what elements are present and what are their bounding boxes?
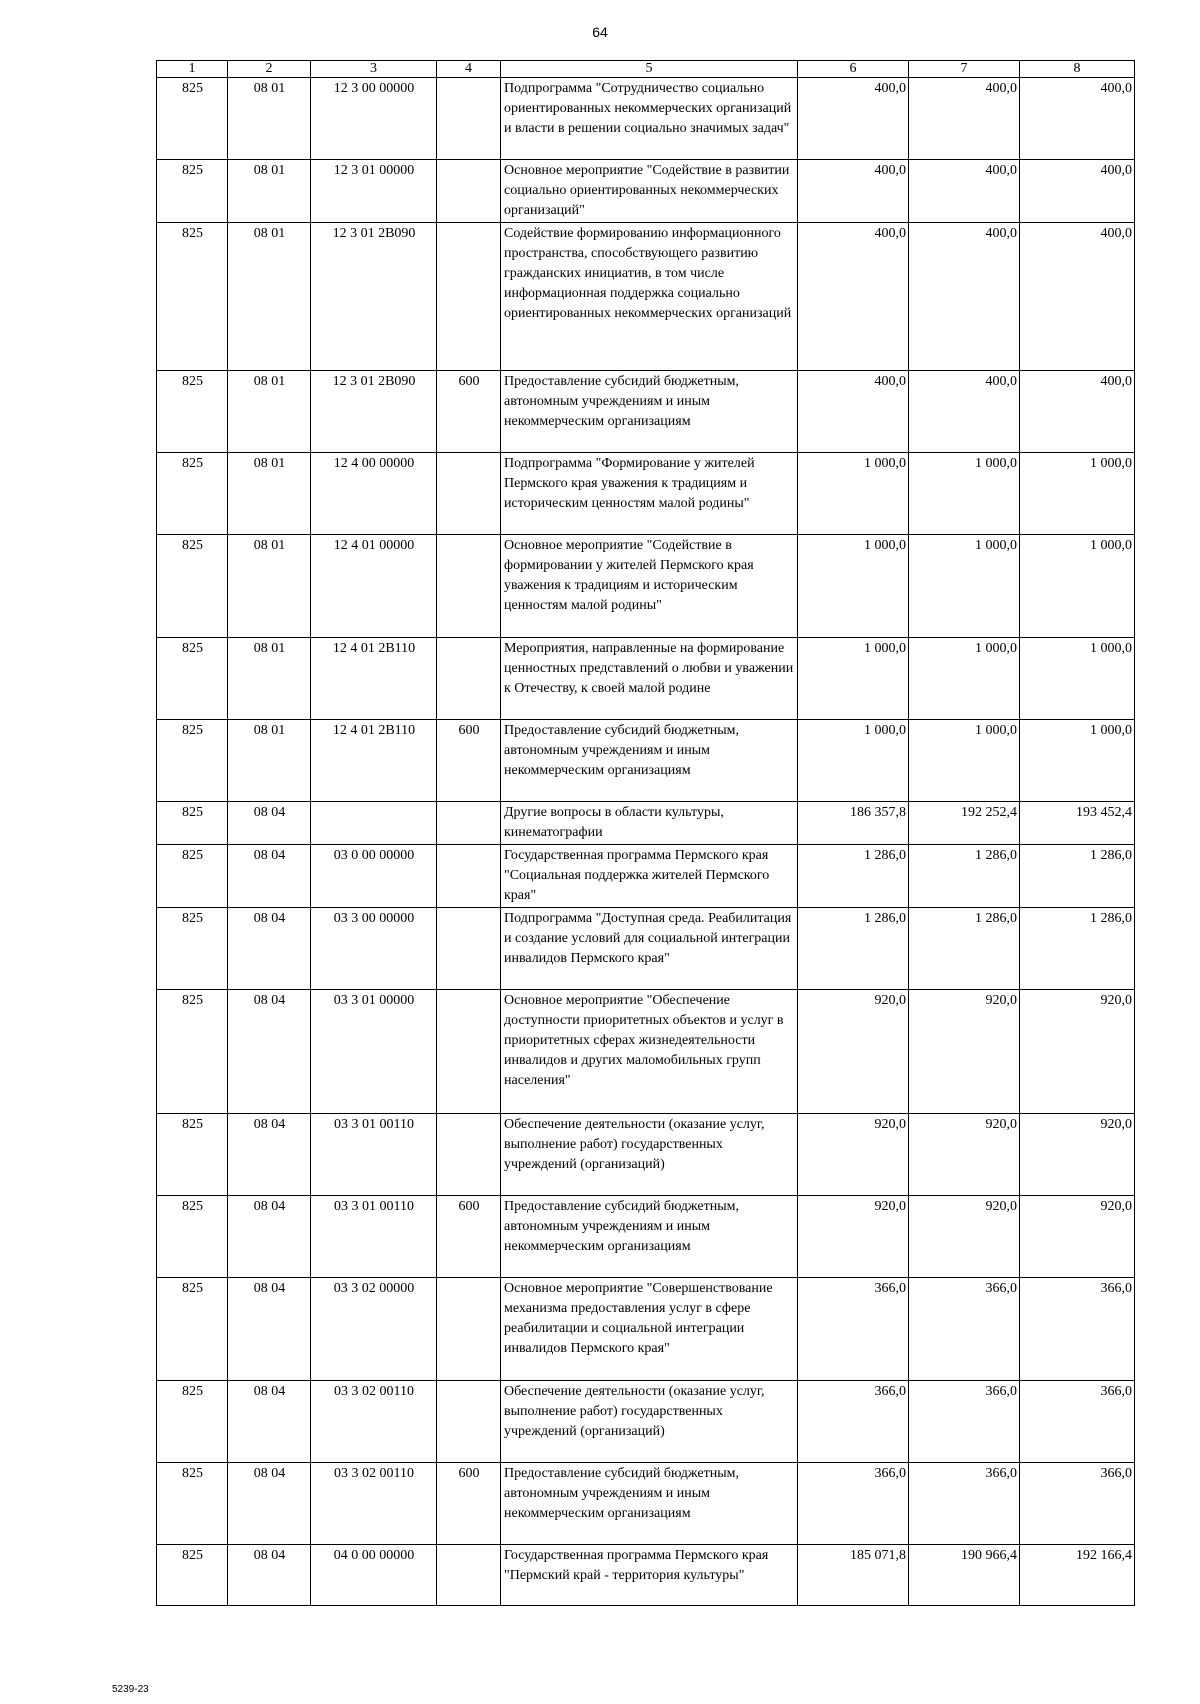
- cell-target-article: 12 4 01 00000: [311, 535, 437, 638]
- budget-table: [156, 60, 1135, 1606]
- cell-amount-year-1: 400,0: [798, 160, 909, 223]
- cell-target-article: 12 4 01 2В110: [311, 720, 437, 802]
- cell-target-article: 12 4 01 2В110: [311, 638, 437, 720]
- table-row: [157, 535, 1135, 638]
- cell-name: Другие вопросы в области культуры, кинематографии: [501, 802, 798, 845]
- cell-amount-year-2: 920,0: [909, 1196, 1020, 1278]
- cell-name: Государственная программа Пермского края "Социальная поддержка жителей Пермского края": [501, 845, 798, 908]
- cell-section-code: 08 04: [228, 1196, 311, 1278]
- table-row: [157, 371, 1135, 453]
- cell-expense-type: [437, 908, 501, 990]
- cell-amount-year-1: 920,0: [798, 990, 909, 1114]
- table-row: [157, 1381, 1135, 1463]
- cell-section-code: 08 01: [228, 535, 311, 638]
- cell-amount-year-1: 1 286,0: [798, 908, 909, 990]
- cell-amount-year-1: 366,0: [798, 1278, 909, 1381]
- cell-amount-year-3: 1 000,0: [1020, 720, 1135, 802]
- cell-section-code: 08 04: [228, 908, 311, 990]
- page-number: 64: [592, 24, 608, 40]
- header-row: [157, 61, 1135, 78]
- cell-admin-code: 825: [157, 453, 228, 535]
- cell-section-code: 08 04: [228, 845, 311, 908]
- cell-admin-code: 825: [157, 908, 228, 990]
- cell-amount-year-2: 190 966,4: [909, 1545, 1020, 1606]
- cell-name: Предоставление субсидий бюджетным, автономным учреждениям и иным некоммерческим организациям: [501, 1463, 798, 1545]
- cell-name: Государственная программа Пермского края "Пермский край - территория культуры": [501, 1545, 798, 1606]
- cell-amount-year-2: 400,0: [909, 371, 1020, 453]
- cell-amount-year-2: 920,0: [909, 1114, 1020, 1196]
- cell-target-article: 03 3 01 00110: [311, 1114, 437, 1196]
- table-body: [157, 78, 1135, 1606]
- cell-amount-year-2: 920,0: [909, 990, 1020, 1114]
- cell-amount-year-1: 1 286,0: [798, 845, 909, 908]
- cell-expense-type: [437, 1381, 501, 1463]
- cell-target-article: 03 3 01 00000: [311, 990, 437, 1114]
- cell-expense-type: [437, 160, 501, 223]
- cell-expense-type: [437, 535, 501, 638]
- cell-amount-year-3: 400,0: [1020, 78, 1135, 160]
- cell-expense-type: 600: [437, 1463, 501, 1545]
- cell-section-code: 08 04: [228, 1114, 311, 1196]
- header-col-6: 6: [798, 61, 909, 78]
- table-row: [157, 908, 1135, 990]
- cell-section-code: 08 01: [228, 160, 311, 223]
- cell-section-code: 08 01: [228, 223, 311, 371]
- cell-section-code: 08 01: [228, 453, 311, 535]
- cell-target-article: 03 3 02 00110: [311, 1463, 437, 1545]
- cell-name: Обеспечение деятельности (оказание услуг, выполнение работ) государственных учреждений (организаций): [501, 1381, 798, 1463]
- cell-amount-year-2: 366,0: [909, 1381, 1020, 1463]
- cell-target-article: 03 3 00 00000: [311, 908, 437, 990]
- cell-name: Основное мероприятие "Обеспечение доступности приоритетных объектов и услуг в приоритетных сферах жизнедеятельности инвалидов и других маломобильных групп населения": [501, 990, 798, 1114]
- cell-name: Мероприятия, направленные на формирование ценностных представлений о любви и уважении к Отечеству, к своей малой родине: [501, 638, 798, 720]
- cell-admin-code: 825: [157, 1463, 228, 1545]
- cell-expense-type: [437, 453, 501, 535]
- cell-section-code: 08 01: [228, 371, 311, 453]
- cell-admin-code: 825: [157, 371, 228, 453]
- table-header: [157, 61, 1135, 78]
- cell-amount-year-1: 1 000,0: [798, 720, 909, 802]
- cell-expense-type: [437, 638, 501, 720]
- table-row: [157, 638, 1135, 720]
- cell-expense-type: 600: [437, 720, 501, 802]
- cell-admin-code: 825: [157, 78, 228, 160]
- cell-amount-year-3: 1 000,0: [1020, 535, 1135, 638]
- cell-amount-year-3: 366,0: [1020, 1278, 1135, 1381]
- cell-expense-type: [437, 1545, 501, 1606]
- cell-name: Предоставление субсидий бюджетным, автономным учреждениям и иным некоммерческим организациям: [501, 371, 798, 453]
- cell-expense-type: [437, 802, 501, 845]
- cell-amount-year-1: 185 071,8: [798, 1545, 909, 1606]
- cell-admin-code: 825: [157, 160, 228, 223]
- cell-target-article: 12 4 00 00000: [311, 453, 437, 535]
- cell-amount-year-1: 366,0: [798, 1463, 909, 1545]
- cell-amount-year-3: 366,0: [1020, 1463, 1135, 1545]
- cell-name: Предоставление субсидий бюджетным, автономным учреждениям и иным некоммерческим организациям: [501, 1196, 798, 1278]
- cell-section-code: 08 01: [228, 720, 311, 802]
- cell-amount-year-1: 400,0: [798, 371, 909, 453]
- cell-amount-year-3: 400,0: [1020, 371, 1135, 453]
- table-row: [157, 845, 1135, 908]
- header-col-4: 4: [437, 61, 501, 78]
- cell-amount-year-2: 1 000,0: [909, 453, 1020, 535]
- header-col-1: 1: [157, 61, 228, 78]
- cell-admin-code: 825: [157, 990, 228, 1114]
- cell-amount-year-3: 920,0: [1020, 1196, 1135, 1278]
- cell-expense-type: [437, 78, 501, 160]
- cell-amount-year-1: 1 000,0: [798, 453, 909, 535]
- cell-expense-type: 600: [437, 1196, 501, 1278]
- cell-expense-type: 600: [437, 371, 501, 453]
- cell-amount-year-2: 1 286,0: [909, 845, 1020, 908]
- cell-section-code: 08 04: [228, 802, 311, 845]
- cell-target-article: 03 3 02 00000: [311, 1278, 437, 1381]
- cell-amount-year-1: 186 357,8: [798, 802, 909, 845]
- cell-admin-code: 825: [157, 1114, 228, 1196]
- cell-expense-type: [437, 223, 501, 371]
- cell-amount-year-3: 400,0: [1020, 223, 1135, 371]
- cell-amount-year-1: 1 000,0: [798, 638, 909, 720]
- cell-amount-year-3: 1 286,0: [1020, 908, 1135, 990]
- cell-amount-year-2: 400,0: [909, 160, 1020, 223]
- cell-amount-year-1: 400,0: [798, 223, 909, 371]
- cell-admin-code: 825: [157, 1278, 228, 1381]
- table-row: [157, 802, 1135, 845]
- table-row: [157, 990, 1135, 1114]
- cell-amount-year-3: 1 000,0: [1020, 453, 1135, 535]
- cell-section-code: 08 01: [228, 638, 311, 720]
- cell-target-article: 04 0 00 00000: [311, 1545, 437, 1606]
- cell-section-code: 08 04: [228, 1381, 311, 1463]
- cell-admin-code: 825: [157, 223, 228, 371]
- header-col-5: 5: [501, 61, 798, 78]
- cell-section-code: 08 04: [228, 990, 311, 1114]
- cell-amount-year-3: 192 166,4: [1020, 1545, 1135, 1606]
- cell-target-article: 03 3 01 00110: [311, 1196, 437, 1278]
- cell-amount-year-2: 192 252,4: [909, 802, 1020, 845]
- cell-amount-year-3: 920,0: [1020, 1114, 1135, 1196]
- cell-admin-code: 825: [157, 845, 228, 908]
- header-col-3: 3: [311, 61, 437, 78]
- table-row: [157, 160, 1135, 223]
- cell-target-article: 12 3 01 00000: [311, 160, 437, 223]
- table-row: [157, 1196, 1135, 1278]
- cell-admin-code: 825: [157, 720, 228, 802]
- cell-amount-year-2: 366,0: [909, 1463, 1020, 1545]
- table-row: [157, 1463, 1135, 1545]
- cell-amount-year-2: 400,0: [909, 223, 1020, 371]
- cell-name: Содействие формированию информационного пространства, способствующего развитию гражданских инициатив, в том числе информационная поддержка социально ориентированных некоммерческих организаций: [501, 223, 798, 371]
- cell-target-article: [311, 802, 437, 845]
- table-row: [157, 78, 1135, 160]
- cell-admin-code: 825: [157, 638, 228, 720]
- table-row: [157, 720, 1135, 802]
- cell-admin-code: 825: [157, 1196, 228, 1278]
- cell-expense-type: [437, 1114, 501, 1196]
- table-row: [157, 453, 1135, 535]
- table-row: [157, 1545, 1135, 1606]
- footer-document-code: 5239-23: [112, 1684, 149, 1695]
- cell-name: Основное мероприятие "Содействие в развитии социально ориентированных некоммерческих организаций": [501, 160, 798, 223]
- cell-name: Подпрограмма "Формирование у жителей Пермского края уважения к традициям и историческим ценностям малой родины": [501, 453, 798, 535]
- cell-amount-year-3: 1 000,0: [1020, 638, 1135, 720]
- cell-amount-year-1: 400,0: [798, 78, 909, 160]
- cell-amount-year-2: 1 000,0: [909, 720, 1020, 802]
- cell-target-article: 12 3 00 00000: [311, 78, 437, 160]
- cell-name: Подпрограмма "Сотрудничество социально ориентированных некоммерческих организаций и власти в решении социально значимых задач": [501, 78, 798, 160]
- cell-admin-code: 825: [157, 1381, 228, 1463]
- header-col-7: 7: [909, 61, 1020, 78]
- cell-expense-type: [437, 990, 501, 1114]
- header-col-2: 2: [228, 61, 311, 78]
- cell-admin-code: 825: [157, 802, 228, 845]
- cell-amount-year-1: 920,0: [798, 1196, 909, 1278]
- cell-expense-type: [437, 1278, 501, 1381]
- cell-amount-year-2: 1 000,0: [909, 638, 1020, 720]
- cell-amount-year-3: 1 286,0: [1020, 845, 1135, 908]
- cell-target-article: 12 3 01 2В090: [311, 223, 437, 371]
- cell-amount-year-1: 1 000,0: [798, 535, 909, 638]
- cell-target-article: 03 3 02 00110: [311, 1381, 437, 1463]
- cell-section-code: 08 04: [228, 1545, 311, 1606]
- cell-name: Подпрограмма "Доступная среда. Реабилитация и создание условий для социальной интеграции инвалидов Пермского края": [501, 908, 798, 990]
- cell-name: Основное мероприятие "Совершенствование механизма предоставления услуг в сфере реабилитации и социальной интеграции инвалидов Пермского края": [501, 1278, 798, 1381]
- table-row: [157, 1278, 1135, 1381]
- table-row: [157, 1114, 1135, 1196]
- cell-amount-year-3: 193 452,4: [1020, 802, 1135, 845]
- cell-target-article: 12 3 01 2В090: [311, 371, 437, 453]
- cell-amount-year-1: 366,0: [798, 1381, 909, 1463]
- cell-amount-year-2: 1 000,0: [909, 535, 1020, 638]
- cell-section-code: 08 04: [228, 1278, 311, 1381]
- cell-name: Обеспечение деятельности (оказание услуг, выполнение работ) государственных учреждений (организаций): [501, 1114, 798, 1196]
- table-row: [157, 223, 1135, 371]
- header-col-8: 8: [1020, 61, 1135, 78]
- cell-amount-year-2: 366,0: [909, 1278, 1020, 1381]
- cell-target-article: 03 0 00 00000: [311, 845, 437, 908]
- cell-amount-year-3: 366,0: [1020, 1381, 1135, 1463]
- cell-admin-code: 825: [157, 1545, 228, 1606]
- cell-amount-year-1: 920,0: [798, 1114, 909, 1196]
- cell-amount-year-2: 1 286,0: [909, 908, 1020, 990]
- cell-expense-type: [437, 845, 501, 908]
- cell-name: Основное мероприятие "Содействие в формировании у жителей Пермского края уважения к традициям и историческим ценностям малой родины": [501, 535, 798, 638]
- cell-amount-year-3: 920,0: [1020, 990, 1135, 1114]
- cell-section-code: 08 01: [228, 78, 311, 160]
- cell-amount-year-3: 400,0: [1020, 160, 1135, 223]
- cell-admin-code: 825: [157, 535, 228, 638]
- cell-section-code: 08 04: [228, 1463, 311, 1545]
- cell-name: Предоставление субсидий бюджетным, автономным учреждениям и иным некоммерческим организациям: [501, 720, 798, 802]
- cell-amount-year-2: 400,0: [909, 78, 1020, 160]
